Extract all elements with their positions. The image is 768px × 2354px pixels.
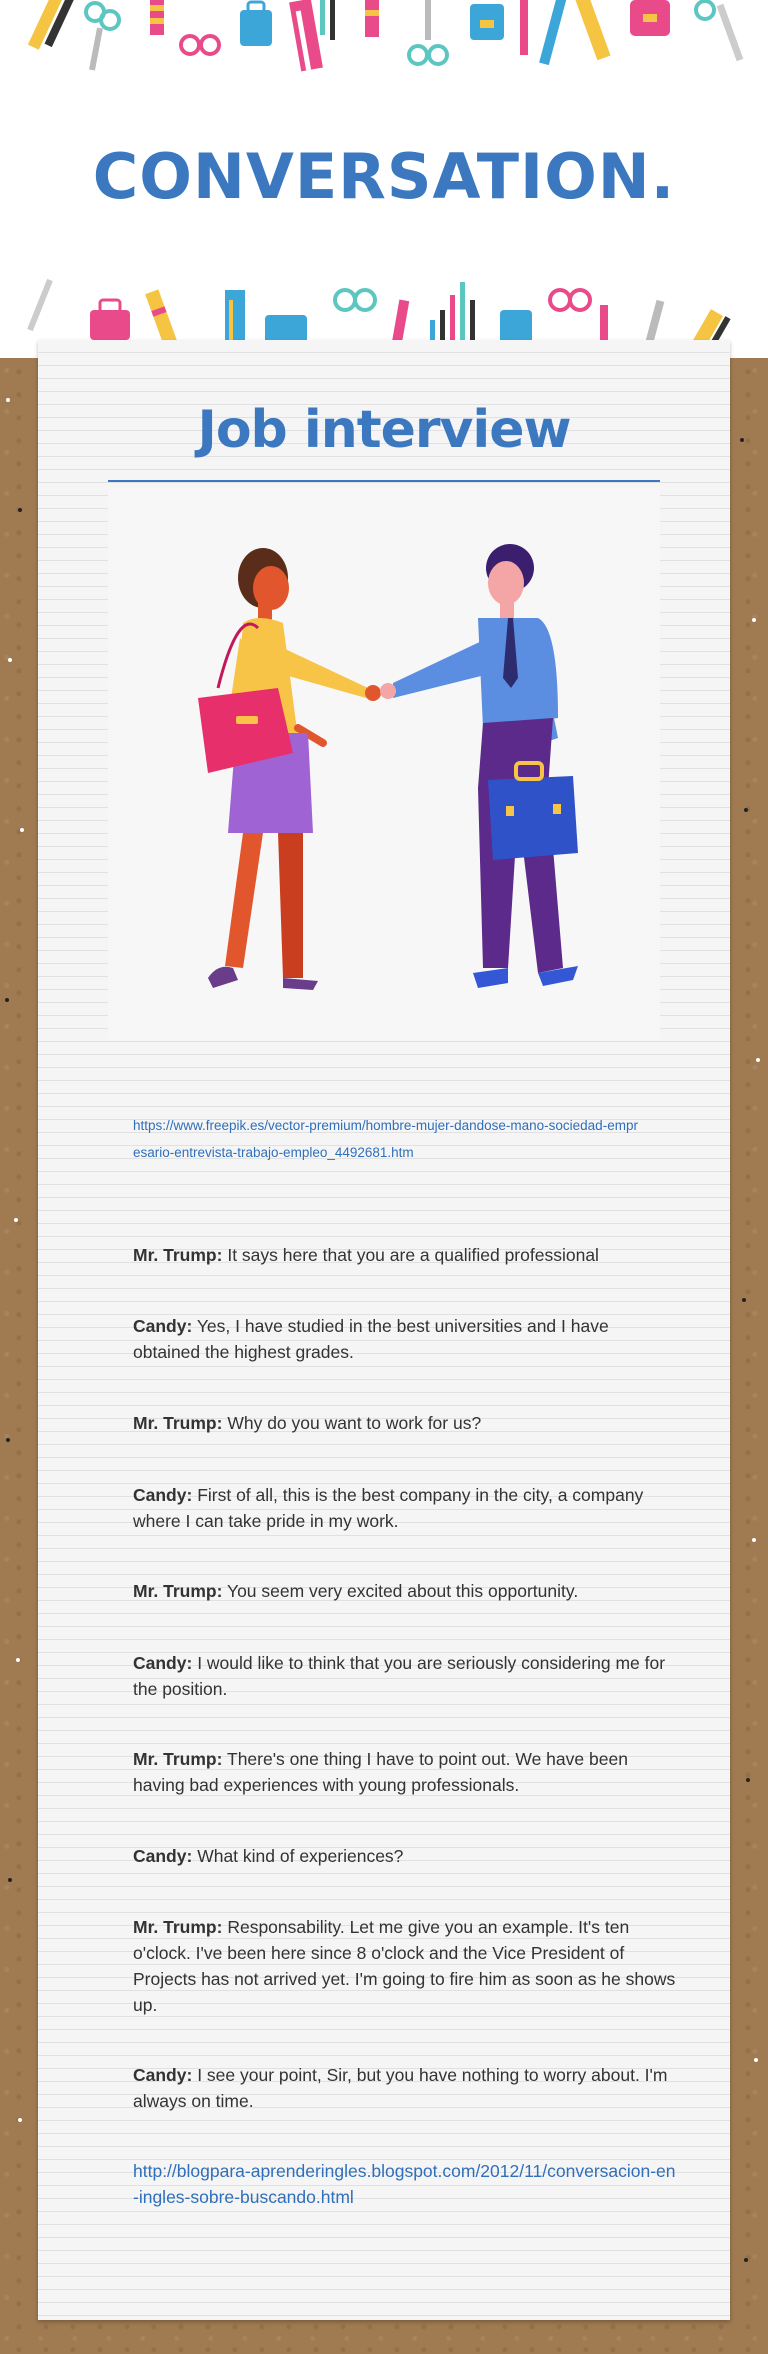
cork-dot	[752, 1538, 756, 1542]
speaker-label: Candy:	[133, 1485, 193, 1505]
cork-dot	[756, 1058, 760, 1062]
cork-dot	[6, 1438, 10, 1442]
cork-dot	[16, 1658, 20, 1662]
dialogue-line	[133, 1650, 678, 1702]
page-title: CONVERSATION.	[92, 140, 676, 213]
dialogue-line	[133, 1482, 678, 1534]
speaker-label: Candy:	[133, 1846, 193, 1866]
man-figure	[380, 544, 578, 988]
cork-dot	[6, 398, 10, 402]
cork-dot	[742, 1298, 746, 1302]
header	[0, 0, 768, 360]
cork-dot	[8, 1878, 12, 1882]
cork-dot	[744, 808, 748, 812]
dialogue-line	[133, 1914, 678, 2018]
dialogue-line	[133, 1410, 678, 1436]
dialogue-text: There's one thing I have to point out. We have been having bad experiences with young professionals.	[133, 1749, 628, 1795]
dialogue-text: I see your point, Sir, but you have nothing to worry about. I'm always on time.	[133, 2065, 668, 2111]
speaker-label: Mr. Trump:	[133, 1749, 223, 1769]
dialogue-line	[133, 1242, 678, 1268]
dialogue-line	[133, 1843, 678, 1869]
subtitle-heading: Job interview	[197, 400, 571, 460]
cork-dot	[14, 1218, 18, 1222]
cork-dot	[18, 2118, 22, 2122]
cork-dot	[744, 2258, 748, 2262]
source-link[interactable]: http://blogpara-aprenderingles.blogspot.com/2012/11/conversacion-en-ingles-sobre-buscando.html	[133, 2161, 676, 2207]
dialogue-line	[133, 1578, 678, 1604]
dialogue-line	[133, 1746, 678, 1798]
cork-dot	[740, 438, 744, 442]
dialogue-text: Why do you want to work for us?	[227, 1413, 482, 1433]
dialogue-line	[133, 1313, 678, 1365]
stationery-decoration-top	[0, 0, 768, 80]
speaker-label: Candy:	[133, 1316, 193, 1336]
image-credit-link[interactable]: https://www.freepik.es/vector-premium/hombre-mujer-dandose-mano-sociedad-empresario-entrevista-trabajo-empleo_4492681.htm	[133, 1118, 638, 1160]
cork-dot	[8, 658, 12, 662]
speaker-label: Candy:	[133, 1653, 193, 1673]
cork-dot	[18, 508, 22, 512]
cork-dot	[5, 998, 9, 1002]
speaker-label: Candy:	[133, 2065, 193, 2085]
woman-figure	[198, 548, 381, 990]
dialogue-text: Responsability. Let me give you an example. It's ten o'clock. I've been here since 8 o'clock and the Vice President of Projects has not arrived yet. I'm going to fire him as soon as he shows up.	[133, 1917, 676, 2015]
speaker-label: Mr. Trump:	[133, 1245, 223, 1265]
cork-dot	[20, 828, 24, 832]
dialogue-text: Yes, I have studied in the best universities and I have obtained the highest grades.	[133, 1316, 609, 1362]
dialogue-text: First of all, this is the best company in the city, a company where I can take pride in my work.	[133, 1485, 644, 1531]
speaker-label: Mr. Trump:	[133, 1413, 223, 1433]
dialogue-text: What kind of experiences?	[197, 1846, 404, 1866]
dialogue-text: I would like to think that you are seriously considering me for the position.	[133, 1653, 666, 1699]
handshake-illustration	[108, 488, 660, 1040]
dialogue-text: It says here that you are a qualified professional	[227, 1245, 599, 1265]
cork-dot	[746, 1778, 750, 1782]
dialogue-line	[133, 2062, 678, 2114]
speaker-label: Mr. Trump:	[133, 1917, 223, 1937]
cork-dot	[752, 618, 756, 622]
cork-dot	[754, 2058, 758, 2062]
dialogue-text: You seem very excited about this opportunity.	[227, 1581, 579, 1601]
speaker-label: Mr. Trump:	[133, 1581, 223, 1601]
lined-paper-card	[38, 340, 730, 2320]
title-divider	[108, 480, 660, 482]
